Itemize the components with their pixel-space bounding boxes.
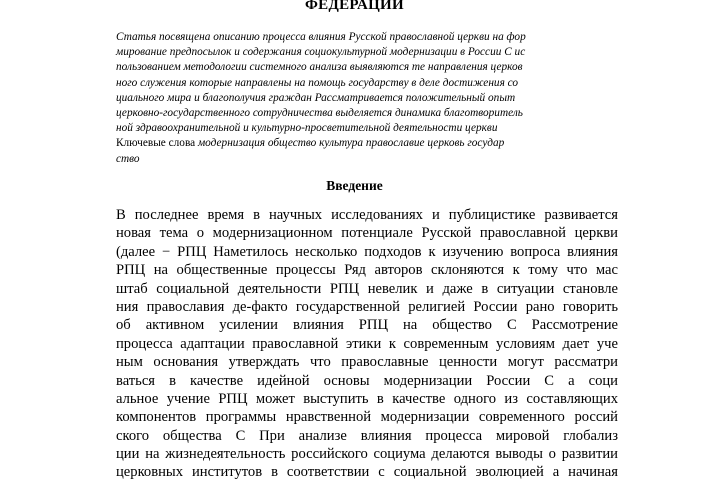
keywords-text: модернизация общество культура православие церковь государ — [197, 137, 505, 150]
abstract-line: церковно-государственного сотрудничества выделяется динамика благотворитель — [116, 106, 523, 119]
body-line: об активном усилении влияния РПЦ на общество С Рассмотрение — [116, 317, 618, 334]
body-line: ваться в качестве идейной основы модернизации России С а соци — [116, 372, 618, 389]
body-line: штаб социальной деятельности РПЦ невелик и даже в ситуации становле — [116, 280, 618, 297]
body-line: ным основания утверждать что православные ценности могут рассматри — [116, 354, 618, 371]
body-line: новая тема о модернизационном потенциале Русской православной церкви — [116, 225, 618, 242]
body-line: РПЦ на общественные процессы Ряд авторов склоняются к тому что мас — [116, 262, 618, 279]
section-title: Введение — [326, 178, 383, 193]
abstract-line: Статья посвящена описанию процесса влияния Русской православной церкви на фор — [116, 31, 526, 43]
body-line: В последнее время в научных исследованиях и публицистике развивается — [116, 207, 618, 223]
abstract-line: пользованием методологии системного анализа выявляются те направления церков — [116, 61, 523, 74]
body-line: процесса адаптации православной этики к современным условиям дает уче — [116, 335, 618, 352]
keywords-line-continued: ство — [116, 152, 140, 165]
body-line: (далее − РПЦ Наметилось несколько подходов к изучению вопроса влияния — [116, 243, 618, 260]
body-line: церковных институтов в соответствии с социальной эволюцией а начиная — [116, 464, 618, 481]
abstract-line: мирование предпосылок и содержания социокультурной модернизации в России С ис — [116, 46, 526, 59]
abstract-line: ной здравоохранительной и культурно-просветительной деятельности церкви — [116, 122, 498, 135]
abstract-block — [116, 30, 596, 167]
keywords-line — [116, 136, 596, 151]
abstract-line: циального мира и благополучия граждан Рассматривается положительный опыт — [116, 91, 516, 104]
title-fragment: ФЕДЕРАЦИИ — [305, 0, 404, 13]
body-line: компонентов программы нравственной модернизации современного россий — [116, 409, 618, 426]
body-line: ния православия де-факто государственной религией России рано говорить — [116, 298, 618, 315]
keywords-label: Ключевые слова — [116, 137, 196, 150]
body-text — [116, 206, 618, 482]
body-line: альное учение РПЦ может выступить в качестве одного из составляющих — [116, 390, 618, 407]
abstract-line: ного служения которые направлены на помощь государству в деле достижения со — [116, 76, 519, 89]
body-line: ского общества С При анализе влияния процесса мировой глобализ — [116, 427, 618, 444]
body-line: ции на жизнедеятельность российского социума делаются выводы о развитии — [116, 446, 618, 463]
